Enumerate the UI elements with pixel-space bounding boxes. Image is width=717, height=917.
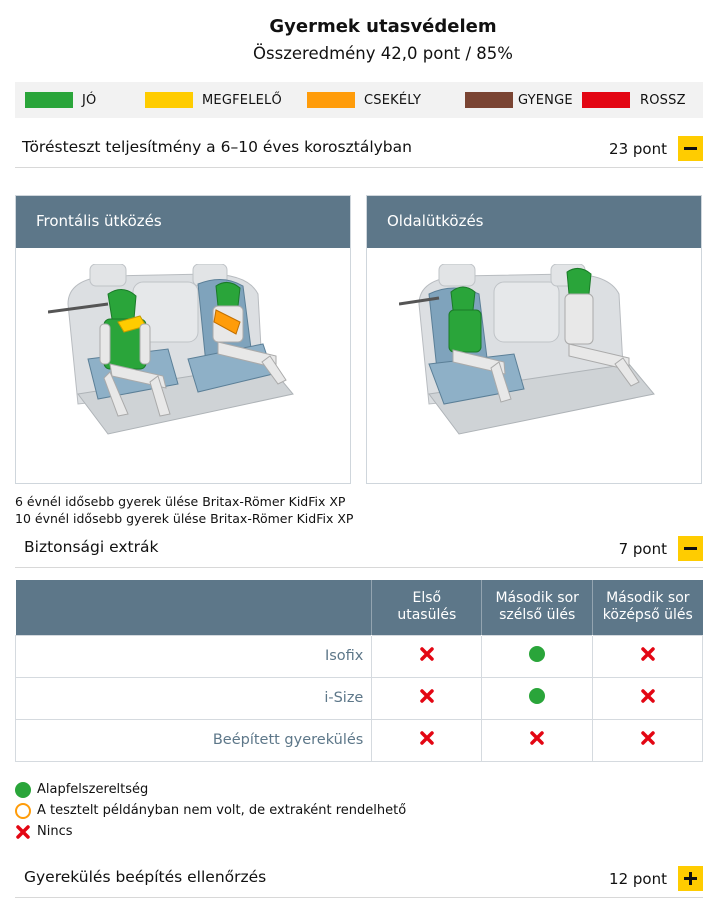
row-label-isofix: Isofix <box>16 635 372 677</box>
key-standard-label: Alapfelszereltség <box>37 782 149 797</box>
key-none <box>15 824 215 842</box>
key-standard <box>15 782 315 800</box>
minus-icon <box>684 547 697 550</box>
frontal-crash-panel <box>15 195 351 484</box>
safety-extras-section-header[interactable] <box>15 528 703 568</box>
seat-note-10: 10 évnél idősebb gyerek ülése Britax-Römer KidFix XP <box>15 511 354 526</box>
safety-extras-points: 7 pont <box>618 540 667 558</box>
standard-dot-icon <box>15 782 31 798</box>
cell-integrated-front <box>372 719 482 761</box>
cell-isofix-front <box>372 635 482 677</box>
crash-test-section-header[interactable] <box>15 128 703 168</box>
standard-dot-icon <box>529 688 545 704</box>
rating-legend <box>15 82 703 118</box>
overall-score: Összeredmény 42,0 pont / 85% <box>253 44 513 63</box>
optional-ring-icon <box>15 803 31 819</box>
page-title: Gyermek utasvédelem <box>269 16 497 37</box>
cell-isize-outer <box>482 677 593 719</box>
frontal-crash-title: Frontális ütközés <box>16 196 350 248</box>
crash-test-section-label: Törésteszt teljesítmény a 6–10 éves korosztályban <box>22 138 412 156</box>
minus-icon <box>684 147 697 150</box>
side-crash-illustration <box>399 264 669 444</box>
column-header-front-passenger: Első utasülés <box>372 580 482 635</box>
cross-icon <box>640 730 656 746</box>
cell-isize-middle <box>593 677 703 719</box>
cross-icon <box>640 646 656 662</box>
install-check-toggle-button[interactable] <box>678 866 703 891</box>
cell-isofix-outer <box>482 635 593 677</box>
legend-label-marginal: CSEKÉLY <box>364 93 422 108</box>
safety-extras-section-label: Biztonsági extrák <box>24 538 159 556</box>
seat-note-6: 6 évnél idősebb gyerek ülése Britax-Römer KidFix XP <box>15 494 346 509</box>
key-optional-label: A tesztelt példányban nem volt, de extraként rendelhető <box>37 803 407 818</box>
legend-label-weak: GYENGE <box>518 93 573 108</box>
crash-test-toggle-button[interactable] <box>678 136 703 161</box>
cell-integrated-outer <box>482 719 593 761</box>
install-check-points: 12 pont <box>609 870 667 888</box>
legend-label-adequate: MEGFELELŐ <box>202 93 282 108</box>
row-label-isize: i-Size <box>16 677 372 719</box>
legend-swatch-marginal <box>307 92 355 108</box>
side-crash-title: Oldalütközés <box>367 196 701 248</box>
cross-icon <box>419 730 435 746</box>
side-crash-panel <box>366 195 702 484</box>
key-optional <box>15 803 415 821</box>
frontal-crash-illustration <box>48 264 308 444</box>
cross-icon <box>419 688 435 704</box>
cell-isize-front <box>372 677 482 719</box>
standard-dot-icon <box>529 646 545 662</box>
table-row <box>16 635 703 677</box>
install-check-section-header[interactable] <box>15 858 703 898</box>
legend-swatch-adequate <box>145 92 193 108</box>
crash-test-points: 23 pont <box>609 140 667 158</box>
table-header-row <box>16 580 703 635</box>
legend-swatch-poor <box>582 92 630 108</box>
table-row <box>16 719 703 761</box>
cross-icon <box>529 730 545 746</box>
cell-isofix-middle <box>593 635 703 677</box>
safety-extras-table <box>15 580 703 762</box>
table-header-empty <box>16 580 372 635</box>
legend-label-poor: ROSSZ <box>640 93 686 108</box>
legend-swatch-weak <box>465 92 513 108</box>
safety-extras-toggle-button[interactable] <box>678 536 703 561</box>
table-row <box>16 677 703 719</box>
legend-label-good: JÓ <box>82 93 97 108</box>
row-label-integrated-seat: Beépített gyerekülés <box>16 719 372 761</box>
cell-integrated-middle <box>593 719 703 761</box>
install-check-section-label: Gyerekülés beépítés ellenőrzés <box>24 868 267 886</box>
key-none-label: Nincs <box>37 824 73 839</box>
cross-icon <box>15 824 31 840</box>
cross-icon <box>640 688 656 704</box>
column-header-second-row-outer: Második sor szélső ülés <box>482 580 593 635</box>
legend-swatch-good <box>25 92 73 108</box>
cross-icon <box>419 646 435 662</box>
column-header-second-row-middle: Második sor középső ülés <box>593 580 703 635</box>
